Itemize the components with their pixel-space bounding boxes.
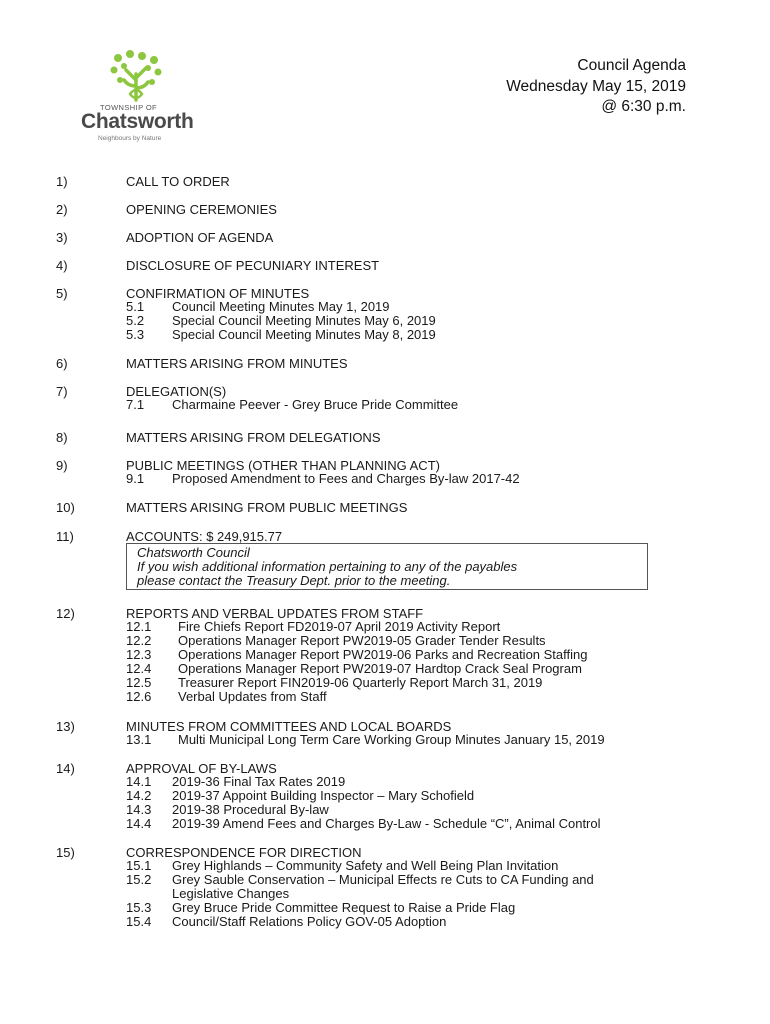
item-number: 12) [56,606,75,621]
sub-item [126,313,436,328]
item-number: 3) [56,230,68,245]
sub-number: 15.3 [126,900,152,915]
item-title: APPROVAL OF BY-LAWS [126,761,277,776]
item-title: CALL TO ORDER [126,174,230,189]
sub-title: Grey Sauble Conservation – Municipal Effects re Cuts to CA Funding and [172,872,594,887]
sub-title: Legislative Changes [172,886,290,901]
item-number: 1) [56,174,68,189]
item-number: 13) [56,719,75,734]
item-number: 8) [56,430,68,445]
sub-title: Council/Staff Relations Policy GOV-05 Adoption [172,914,447,929]
sub-item [126,689,327,704]
sub-number: 9.1 [126,471,145,486]
sub-number: 15.2 [126,872,152,887]
accounts-label: ACCOUNTS: [126,529,203,544]
item-title: PUBLIC MEETINGS (OTHER THAN PLANNING ACT) [126,458,440,473]
sub-item [126,661,582,676]
sub-item [126,816,601,831]
sub-title: Operations Manager Report PW2019-07 Hardtop Crack Seal Program [178,661,582,676]
agenda-heading [506,56,686,118]
item-number: 5) [56,286,68,301]
item-number: 15) [56,845,75,860]
sub-number: 15.1 [126,858,152,873]
sub-title: 2019-36 Final Tax Rates 2019 [172,774,346,789]
agenda-time: @ 6:30 p.m. [601,98,686,115]
sub-title: Treasurer Report FIN2019-06 Quarterly Report March 31, 2019 [178,675,543,690]
item-title: ADOPTION OF AGENDA [126,230,274,245]
sub-number: 14.1 [126,774,152,789]
sub-item [126,633,546,648]
sub-title: Charmaine Peever - Grey Bruce Pride Committee [172,397,459,412]
item-title: DISCLOSURE OF PECUNIARY INTEREST [126,258,380,273]
sub-item [126,299,390,314]
sub-item [126,675,543,690]
sub-item [126,802,329,817]
sub-item [126,774,346,789]
sub-number: 7.1 [126,397,145,412]
sub-title: 2019-38 Procedural By-law [172,802,329,817]
item-number: 7) [56,384,68,399]
sub-number: 12.5 [126,675,152,690]
item-number: 9) [56,458,68,473]
sub-number: 12.4 [126,661,152,676]
agenda-date: Wednesday May 15, 2019 [506,77,686,95]
sub-title: 2019-37 Appoint Building Inspector – Mary Schofield [172,788,475,803]
sub-item [126,732,605,747]
accounts-amount: $ 249,915.77 [206,529,283,544]
sub-title: Special Council Meeting Minutes May 8, 2019 [172,327,436,342]
item-title: CONFIRMATION OF MINUTES [126,286,310,301]
sub-item [126,872,594,887]
sub-item [126,471,520,486]
sub-number: 5.1 [126,299,145,314]
item-title: OPENING CEREMONIES [126,202,277,217]
sub-title: Grey Highlands – Community Safety and Well Being Plan Invitation [172,858,559,873]
sub-item [126,886,290,901]
logo-pretitle: TOWNSHIP OF [100,103,158,112]
sub-title: Council Meeting Minutes May 1, 2019 [172,299,390,314]
sub-number: 14.4 [126,816,152,831]
tree-icon [108,50,164,102]
item-title: MATTERS ARISING FROM MINUTES [126,356,348,371]
sub-number: 5.2 [126,313,145,328]
logo-name: Chatsworth [81,110,194,133]
sub-number: 5.3 [126,327,145,342]
sub-number: 14.3 [126,802,152,817]
item-title: MATTERS ARISING FROM PUBLIC MEETINGS [126,500,408,515]
sub-item [126,647,588,662]
sub-title: Special Council Meeting Minutes May 6, 2019 [172,313,436,328]
note-line: Chatsworth Council [137,545,250,560]
item-title: MINUTES FROM COMMITTEES AND LOCAL BOARDS [126,719,452,734]
item-title: DELEGATION(S) [126,384,227,399]
sub-number: 12.2 [126,633,152,648]
sub-number: 12.6 [126,689,152,704]
sub-item [126,900,516,915]
sub-item [126,619,501,634]
item-number: 10) [56,500,75,515]
item-number: 6) [56,356,68,371]
sub-item [126,858,559,873]
sub-title: Proposed Amendment to Fees and Charges By-law 2017-42 [172,471,520,486]
sub-title: Operations Manager Report PW2019-06 Parks and Recreation Staffing [178,647,588,662]
sub-number: 12.1 [126,619,152,634]
item-number: 14) [56,761,75,776]
item-number: 4) [56,258,68,273]
township-logo [78,50,198,150]
sub-title: Operations Manager Report PW2019-05 Grader Tender Results [178,633,546,648]
sub-title: 2019-39 Amend Fees and Charges By-Law - Schedule “C”, Animal Control [172,816,601,831]
sub-item [126,788,475,803]
sub-title: Multi Municipal Long Term Care Working Group Minutes January 15, 2019 [178,732,605,747]
sub-number: 13.1 [126,732,152,747]
sub-title: Fire Chiefs Report FD2019-07 April 2019 Activity Report [178,619,501,634]
item-title: CORRESPONDENCE FOR DIRECTION [126,845,362,860]
sub-item [126,327,436,342]
agenda-title: Council Agenda [577,57,686,74]
note-line: If you wish additional information pertaining to any of the payables [137,559,518,574]
item-title [126,529,282,544]
payables-note [126,543,648,590]
sub-number: 12.3 [126,647,152,662]
logo-tagline: Neighbours by Nature [98,135,162,142]
item-title: REPORTS AND VERBAL UPDATES FROM STAFF [126,606,424,621]
sub-item [126,914,447,929]
sub-item [126,397,459,412]
item-number: 2) [56,202,68,217]
item-title: MATTERS ARISING FROM DELEGATIONS [126,430,381,445]
note-line: please contact the Treasury Dept. prior to the meeting. [137,573,451,588]
sub-number: 14.2 [126,788,152,803]
sub-number: 15.4 [126,914,152,929]
item-number: 11) [56,529,74,544]
sub-title: Verbal Updates from Staff [178,689,327,704]
sub-title: Grey Bruce Pride Committee Request to Raise a Pride Flag [172,900,516,915]
